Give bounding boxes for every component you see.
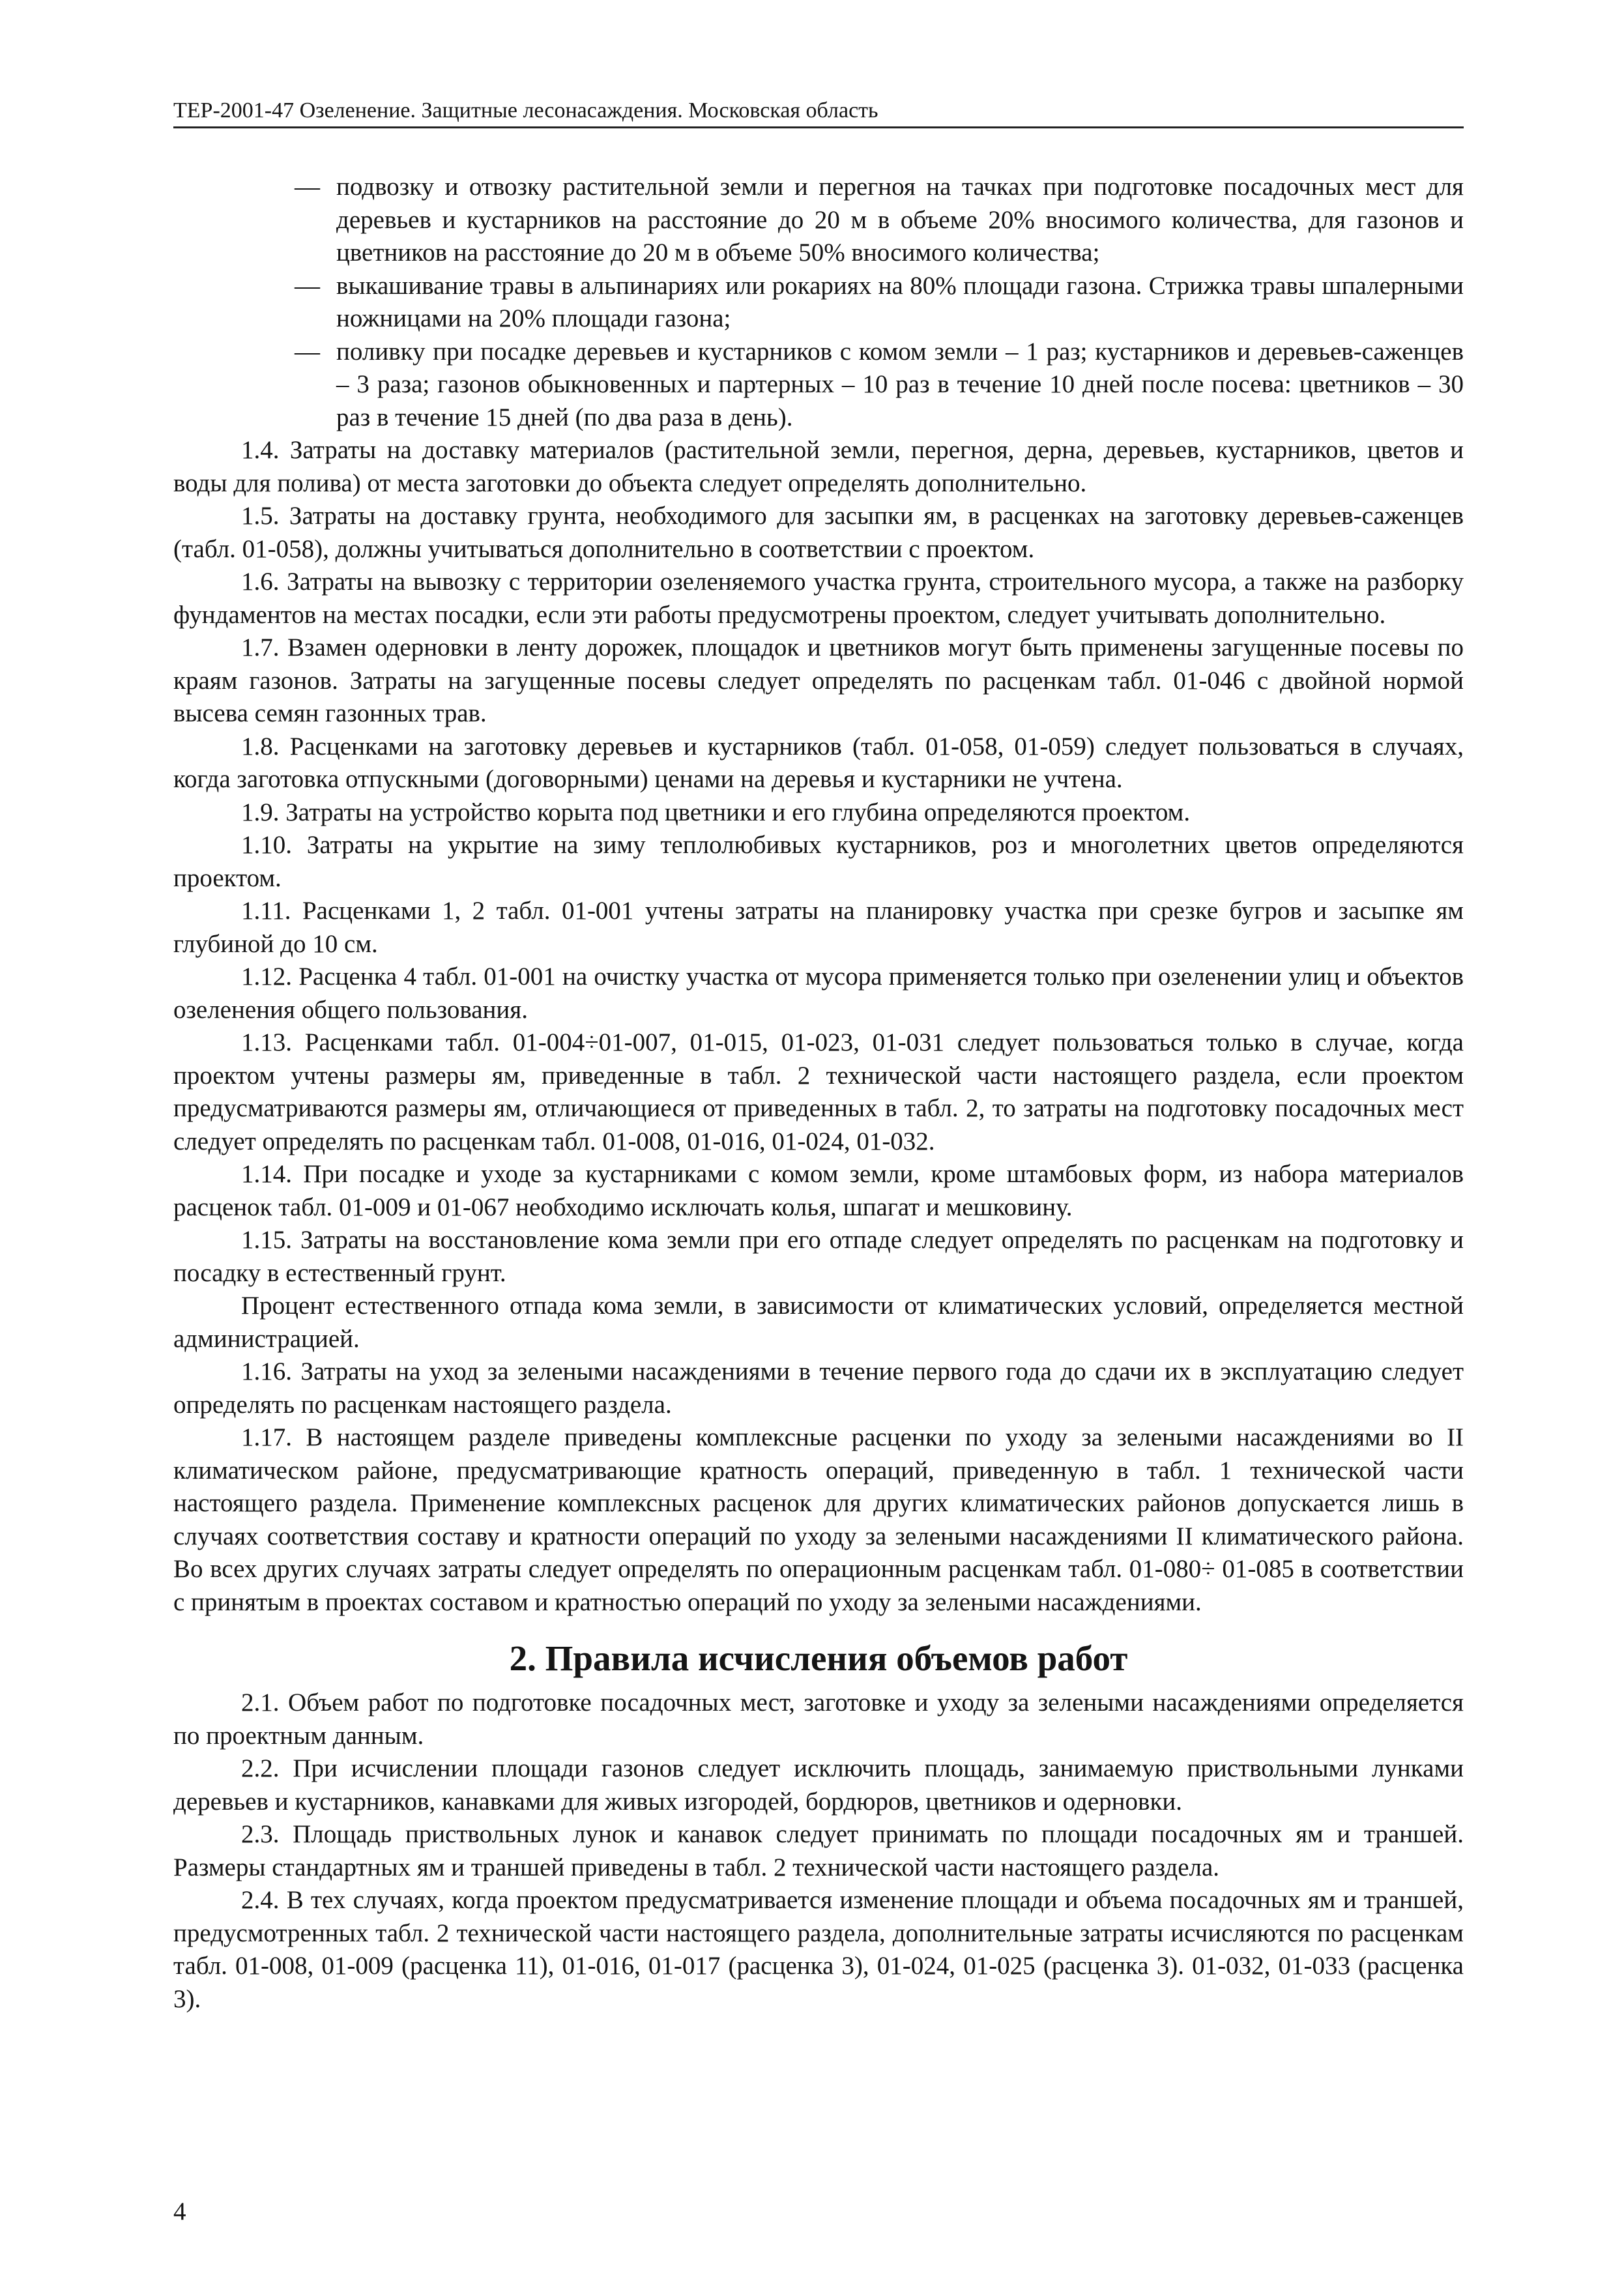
page-number: 4 (173, 2197, 186, 2225)
paragraph-1-10: 1.10. Затраты на укрытие на зиму теплолюбивых кустарников, роз и многолетних цветов определяются проектом. (173, 831, 1464, 892)
paragraph-1-7: 1.7. Взамен одерновки в ленту дорожек, площадок и цветников могут быть применены загущенные посевы по краям газонов. Затраты на загущенные посевы следует определять по расценкам табл. 01-046 с двойной нормой высева семян газонных трав. (173, 633, 1464, 727)
dash-item (173, 336, 1464, 435)
paragraph-1-4: 1.4. Затраты на доставку материалов (растительной земли, перегноя, дерна, деревьев, кустарников, цветов и воды для полива) от места заготовки до объекта следует определять дополнительно. (173, 436, 1464, 497)
dash-list (173, 171, 1464, 434)
page-content (173, 171, 1464, 2016)
dash-text: поливку при посадке деревьев и кустарников с комом земли – 1 раз; кустарников и деревьев-саженцев – 3 раза; газонов обыкновенных и партерных – 10 раз в течение 10 дней после посева: цветников – 30 раз в течение 15 дней (по два раза в день). (336, 337, 1464, 431)
dash-mark: — (295, 173, 320, 201)
header-title: ТЕР-2001-47 Озеленение. Защитные лесонасаждения. Московская область (173, 98, 878, 123)
page-footer (173, 2196, 186, 2227)
paragraph-2-1: 2.1. Объем работ по подготовке посадочных мест, заготовке и уходу за зелеными насаждениями определяется по проектным данным. (173, 1689, 1464, 1750)
dash-mark: — (295, 271, 320, 300)
dash-item (173, 171, 1464, 270)
paragraph-1-15: 1.15. Затраты на восстановление кома земли при его отпаде следует определять по расценкам на подготовку и посадку в естественный грунт. (173, 1226, 1464, 1287)
paragraph-2-3: 2.3. Площадь приствольных лунок и канавок следует принимать по площади посадочных ям и траншей. Размеры стандартных ям и траншей приведены в табл. 2 технической части настоящего раздела. (173, 1820, 1464, 1881)
paragraph-1-11: 1.11. Расценками 1, 2 табл. 01-001 учтены затраты на планировку участка при срезке бугров и засыпке ям глубиной до 10 см. (173, 897, 1464, 958)
paragraph-1-5: 1.5. Затраты на доставку грунта, необходимого для засыпки ям, в расценках на заготовку деревьев-саженцев (табл. 01-058), должны учитываться дополнительно в соответствии с проектом. (173, 502, 1464, 563)
paragraph-2-4: 2.4. В тех случаях, когда проектом предусматривается изменение площади и объема посадочных ям и траншей, предусмотренных табл. 2 технической части настоящего раздела, дополнительные затраты исчисляются по расценкам табл. 01-008, 01-009 (расценка 11), 01-016, 01-017 (расценка 3), 01-024, 01-025 (расценка 3). 01-032, 01-033 (расценка 3). (173, 1886, 1464, 2013)
dash-item (173, 270, 1464, 336)
paragraph-2-2: 2.2. При исчислении площади газонов следует исключить площадь, занимаемую приствольными лунками деревьев и кустарников, канавками для живых изгородей, бордюров, цветников и одерновки. (173, 1754, 1464, 1816)
paragraph-1-14: 1.14. При посадке и уходе за кустарниками с комом земли, кроме штамбовых форм, из набора материалов расценок табл. 01-009 и 01-067 необходимо исключать колья, шпагат и мешковину. (173, 1160, 1464, 1221)
section-2-body (173, 1687, 1464, 2016)
dash-text: подвозку и отвозку растительной земли и перегноя на тачках при подготовке посадочных мест для деревьев и кустарников на расстояние до 20 м в объеме 20% вносимого количества, для газонов и цветников на расстояние до 20 м в объеме 50% вносимого количества; (336, 173, 1464, 267)
paragraph-1-17: 1.17. В настоящем разделе приведены комплексные расценки по уходу за зелеными насаждениями во II климатическом районе, предусматривающие кратность операций, приведенную в табл. 1 технической части настоящего раздела. Применение комплексных расценок для других климатических районов допускается лишь в случаях соответствия составу и кратности операций по уходу за зелеными насаждениями II климатического района. Во всех других случаях затраты следует определять по операционным расценкам табл. 01-080÷ 01-085 в соответствии с принятым в проектах составом и кратностью операций по уходу за зелеными насаждениями. (173, 1423, 1464, 1616)
paragraph-1-8: 1.8. Расценками на заготовку деревьев и кустарников (табл. 01-058, 01-059) следует пользоваться в случаях, когда заготовка отпускными (договорными) ценами на деревья и кустарники не учтена. (173, 732, 1464, 793)
dash-text: выкашивание травы в альпинариях или рокариях на 80% площади газона. Стрижка травы шпалерными ножницами на 20% площади газона; (336, 271, 1464, 332)
dash-mark: — (295, 337, 320, 366)
running-header (173, 96, 1464, 128)
paragraph-1-9: 1.9. Затраты на устройство корыта под цветники и его глубина определяются проектом. (241, 798, 1191, 826)
paragraph-1-6: 1.6. Затраты на вывозку с территории озеленяемого участка грунта, строительного мусора, а также на разборку фундаментов на местах посадки, если эти работы предусмотрены проектом, следует учитывать дополнительно. (173, 568, 1464, 629)
paragraph-1-16: 1.16. Затраты на уход за зелеными насаждениями в течение первого года до сдачи их в эксплуатацию следует определять по расценкам настоящего раздела. (173, 1357, 1464, 1419)
section-1-body (173, 434, 1464, 1619)
section-2-heading: 2. Правила исчисления объемов работ (509, 1638, 1128, 1678)
paragraph-1-13: 1.13. Расценками табл. 01-004÷01-007, 01-015, 01-023, 01-031 следует пользоваться только в случае, когда проектом учтены размеры ям, приведенные в табл. 2 технической части настоящего раздела, если проектом предусматриваются размеры ям, отличающиеся от приведенных в табл. 2, то затраты на подготовку посадочных мест следует определять по расценкам табл. 01-008, 01-016, 01-024, 01-032. (173, 1028, 1464, 1155)
paragraph-1-15-note: Процент естественного отпада кома земли, в зависимости от климатических условий, определяется местной администрацией. (173, 1292, 1464, 1353)
paragraph-1-12: 1.12. Расценка 4 табл. 01-001 на очистку участка от мусора применяется только при озеленении улиц и объектов озеленения общего пользования. (173, 963, 1464, 1024)
